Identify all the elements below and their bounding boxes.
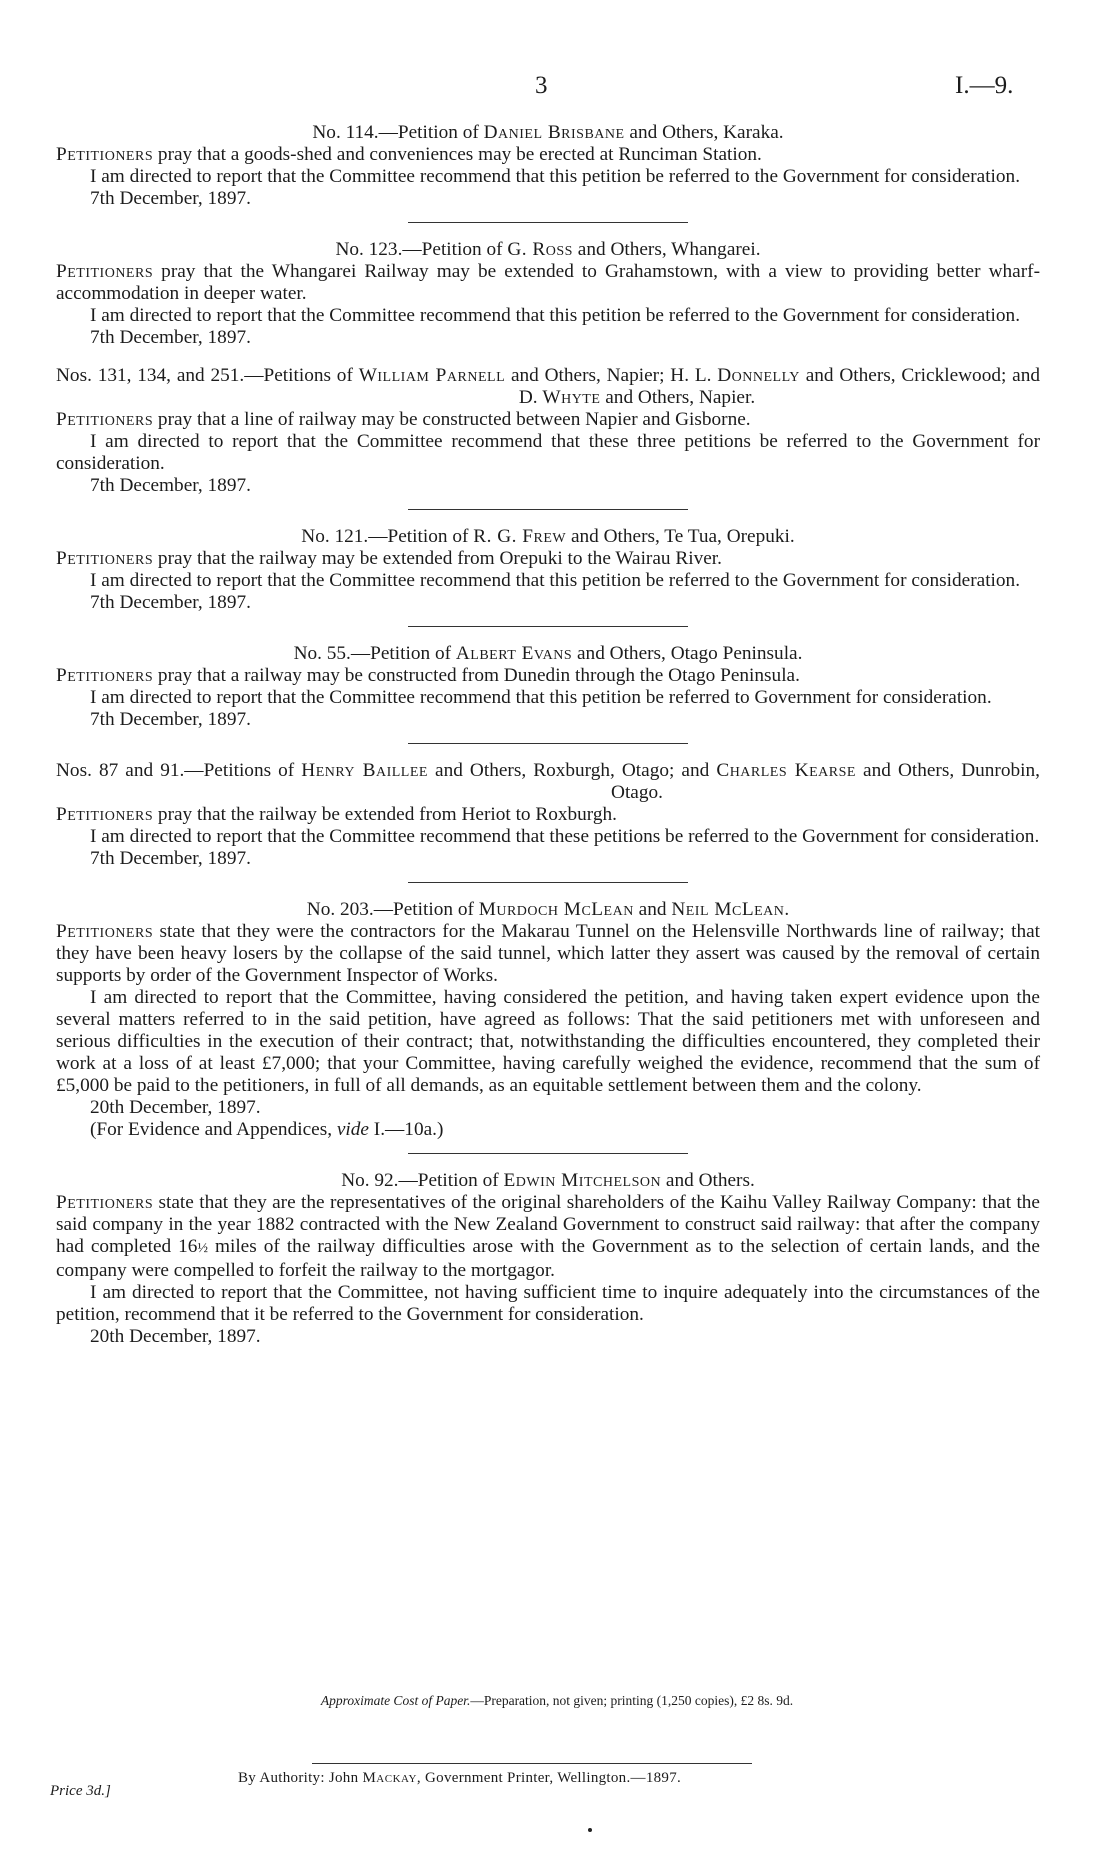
section-divider [408, 1153, 688, 1154]
committee-report: I am directed to report that the Committee recommend that these petitions be referred to the Government for consideration. [90, 826, 1040, 847]
committee-report: I am directed to report that the Committee recommend that this petition be referred to the Government for consideration. [90, 570, 1021, 591]
report-date: 7th December, 1897. [90, 327, 251, 348]
evidence-reference: (For Evidence and Appendices, vide I.—10a.) [90, 1119, 444, 1140]
page-number: 3 [535, 72, 548, 99]
report-date: 7th December, 1897. [90, 188, 251, 209]
petition-114 [56, 122, 1040, 210]
report-date: 20th December, 1897. [90, 1097, 261, 1118]
printer-authority: By Authority: John Mackay, Government Printer, Wellington.—1897. [238, 1770, 682, 1786]
petition-prayer: Petitioners pray that a line of railway may be constructed between Napier and Gisborne. [56, 409, 751, 430]
committee-report: I am directed to report that the Committee recommend that this petition be referred to the Government for consideration. [90, 305, 1021, 326]
petition-55 [56, 643, 1040, 731]
committee-report: I am directed to report that the Committee recommend that this petition be referred to Government for consideration. [90, 687, 992, 708]
report-date: 7th December, 1897. [90, 475, 251, 496]
document-reference: I.—9. [955, 72, 1014, 99]
petition-title: No. 55.—Petition of Albert Evans and Others, Otago Peninsula. [293, 643, 803, 664]
petition-prayer: Petitioners pray that a railway may be constructed from Dunedin through the Otago Peninsula. [56, 665, 800, 686]
footer-divider [312, 1763, 752, 1764]
committee-report: I am directed to report that the Committee recommend that these three petitions be referred to the Government for consideration. [56, 431, 1040, 474]
price: Price 3d.] [50, 1783, 111, 1799]
section-divider [408, 222, 688, 223]
petition-title: No. 114.—Petition of Daniel Brisbane and Others, Karaka. [312, 122, 784, 143]
petition-title: No. 92.—Petition of Edwin Mitchelson and Others. [341, 1170, 755, 1191]
section-divider [408, 509, 688, 510]
printing-cost-note: Approximate Cost of Paper.—Preparation, not given; printing (1,250 copies), £2 8s. 9d. [320, 1693, 794, 1708]
petition-prayer: Petitioners pray that the Whangarei Railway may be extended to Grahamstown, with a view to providing better wharf-accommodation in deeper water. [56, 261, 1040, 304]
report-date: 7th December, 1897. [90, 709, 251, 730]
section-divider [408, 626, 688, 627]
petition-title: No. 121.—Petition of R. G. Frew and Others, Te Tua, Orepuki. [301, 526, 795, 547]
petition-title: No. 203.—Petition of Murdoch McLean and Neil McLean. [306, 899, 790, 920]
committee-report: I am directed to report that the Committee recommend that this petition be referred to the Government for consideration. [90, 166, 1021, 187]
committee-report: I am directed to report that the Committee, not having sufficient time to inquire adequately into the circumstances of the petition, recommend that it be referred to the Government for consideration. [56, 1282, 1040, 1325]
petition-92 [56, 1170, 1040, 1348]
section-divider [408, 882, 688, 883]
petition-prayer: Petitioners pray that the railway may be extended from Orepuki to the Wairau River. [56, 548, 722, 569]
petition-prayer: Petitioners pray that the railway be extended from Heriot to Roxburgh. [56, 804, 617, 825]
petition-87-91 [56, 760, 1040, 870]
petition-131-134-251 [56, 365, 1040, 497]
page-mark [588, 1828, 592, 1832]
petition-title: No. 123.—Petition of G. Ross and Others, Whangarei. [335, 239, 761, 260]
petition-title: Nos. 131, 134, and 251.—Petitions of William Parnell and Others, Napier; H. L. Donnelly and Others, Cricklewood; and D. Whyte and Others, Napier. [56, 365, 1040, 408]
petition-title: Nos. 87 and 91.—Petitions of Henry Baillee and Others, Roxburgh, Otago; and Charles Kearse and Others, Dunrobin, Otago. [56, 760, 1040, 803]
petition-statement: Petitioners state that they were the contractors for the Makarau Tunnel on the Helensville Northwards line of railway; that they have been heavy losers by the collapse of the said tunnel, which latter they assert was caused by the removal of certain supports by order of the Government Inspector of Works. [56, 921, 1040, 986]
section-divider [408, 743, 688, 744]
report-date: 7th December, 1897. [90, 848, 251, 869]
report-date: 20th December, 1897. [90, 1326, 261, 1347]
petition-203 [56, 899, 1040, 1141]
petition-121 [56, 526, 1040, 614]
document-body [56, 122, 1040, 1348]
petition-statement: Petitioners state that they are the representatives of the original shareholders of the Kaihu Valley Railway Company: that the said company in the year 1882 contracted with the New Zealand Government to construct said railway: that after the company had completed 16½ miles of the railway difficulties arose with the Government as to the selection of certain lands, and the company were compelled to forfeit the railway to the mortgagor. [56, 1192, 1040, 1281]
petition-prayer: Petitioners pray that a goods-shed and conveniences may be erected at Runciman Station. [56, 144, 762, 165]
report-date: 7th December, 1897. [90, 592, 251, 613]
petition-123 [56, 239, 1040, 349]
committee-report: I am directed to report that the Committee, having considered the petition, and having taken expert evidence upon the several matters referred to in the said petition, have agreed as follows: That the said petitioners met with unforeseen and serious difficulties in the execution of their contract; that, notwithstanding the difficulties encountered, they completed their work at a loss of at least £7,000; that your Committee, having carefully weighed the evidence, recommend that the sum of £5,000 be paid to the petitioners, in full of all demands, as an equitable settlement between them and the colony. [56, 987, 1040, 1096]
